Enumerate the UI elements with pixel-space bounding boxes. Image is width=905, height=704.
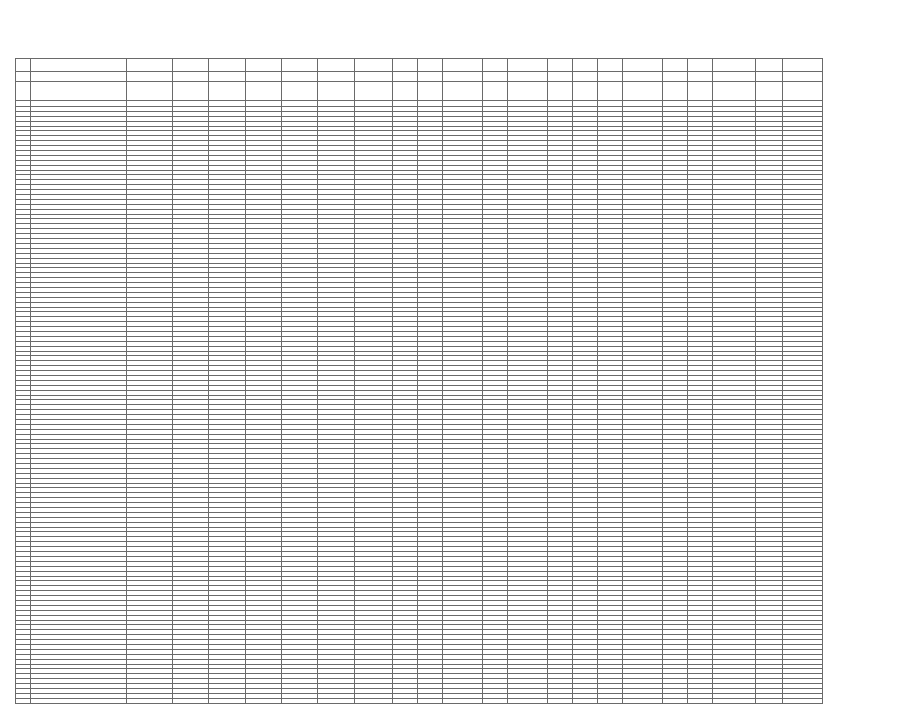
table-cell [418, 698, 443, 703]
header-row-1 [16, 59, 823, 72]
header-cell [572, 82, 597, 101]
header-cell [572, 59, 597, 72]
table-cell [443, 698, 483, 703]
register-table [15, 58, 823, 704]
header-cell [209, 82, 245, 101]
table-cell [30, 698, 127, 703]
header-cell [483, 82, 508, 101]
header-cell [508, 59, 548, 72]
header-cell [209, 59, 245, 72]
header-cell [172, 72, 208, 82]
header-cell [281, 72, 317, 82]
header-cell [662, 72, 687, 82]
header-row-2 [16, 72, 823, 82]
table-cell [16, 698, 31, 703]
table-body [16, 107, 823, 704]
header-cell [393, 72, 418, 82]
header-cell [547, 59, 572, 72]
table-cell [483, 698, 508, 703]
table-row [16, 698, 823, 703]
header-cell [393, 82, 418, 101]
table-cell [572, 698, 597, 703]
header-cell [712, 82, 755, 101]
table-cell [209, 698, 245, 703]
header-row-3 [16, 82, 823, 101]
header-cell [443, 72, 483, 82]
header-cell [245, 72, 281, 82]
header-cell [687, 59, 712, 72]
table-cell [354, 698, 393, 703]
header-cell [662, 82, 687, 101]
header-cell [281, 82, 317, 101]
header-cell [783, 59, 823, 72]
header-cell [622, 72, 662, 82]
header-cell [16, 72, 31, 82]
header-cell [127, 82, 172, 101]
header-cell [662, 59, 687, 72]
header-cell [755, 82, 782, 101]
table-cell [755, 698, 782, 703]
header-cell [354, 82, 393, 101]
header-cell [172, 82, 208, 101]
header-cell [547, 82, 572, 101]
header-cell [572, 72, 597, 82]
header-cell [318, 72, 354, 82]
header-cell [622, 82, 662, 101]
header-cell [712, 72, 755, 82]
table-cell [622, 698, 662, 703]
header-cell [354, 59, 393, 72]
table-cell [245, 698, 281, 703]
table-cell [318, 698, 354, 703]
header-cell [597, 72, 622, 82]
header-cell [483, 72, 508, 82]
header-cell [687, 82, 712, 101]
header-cell [127, 72, 172, 82]
header-cell [443, 82, 483, 101]
table-cell [597, 698, 622, 703]
table-cell [281, 698, 317, 703]
header-cell [209, 72, 245, 82]
header-cell [687, 72, 712, 82]
header-cell [318, 82, 354, 101]
header-cell [508, 82, 548, 101]
table-cell [127, 698, 172, 703]
table-cell [783, 698, 823, 703]
header-cell [712, 59, 755, 72]
table-cell [508, 698, 548, 703]
header-cell [30, 59, 127, 72]
header-cell [281, 59, 317, 72]
header-cell [16, 59, 31, 72]
table-cell [393, 698, 418, 703]
header-cell [30, 72, 127, 82]
header-cell [418, 59, 443, 72]
header-cell [443, 59, 483, 72]
header-cell [597, 59, 622, 72]
header-cell [245, 59, 281, 72]
header-cell [755, 59, 782, 72]
header-cell [597, 82, 622, 101]
header-cell [483, 59, 508, 72]
table-cell [712, 698, 755, 703]
header-cell [783, 72, 823, 82]
header-cell [622, 59, 662, 72]
table-header [16, 59, 823, 107]
table-cell [662, 698, 687, 703]
header-cell [16, 82, 31, 101]
header-cell [318, 59, 354, 72]
header-cell [547, 72, 572, 82]
header-cell [418, 72, 443, 82]
header-cell [127, 59, 172, 72]
header-cell [783, 82, 823, 101]
table-cell [687, 698, 712, 703]
table-cell [547, 698, 572, 703]
table-cell [172, 698, 208, 703]
header-cell [245, 82, 281, 101]
header-cell [418, 82, 443, 101]
header-cell [755, 72, 782, 82]
header-cell [354, 72, 393, 82]
header-cell [508, 72, 548, 82]
header-cell [172, 59, 208, 72]
header-cell [393, 59, 418, 72]
header-cell [30, 82, 127, 101]
